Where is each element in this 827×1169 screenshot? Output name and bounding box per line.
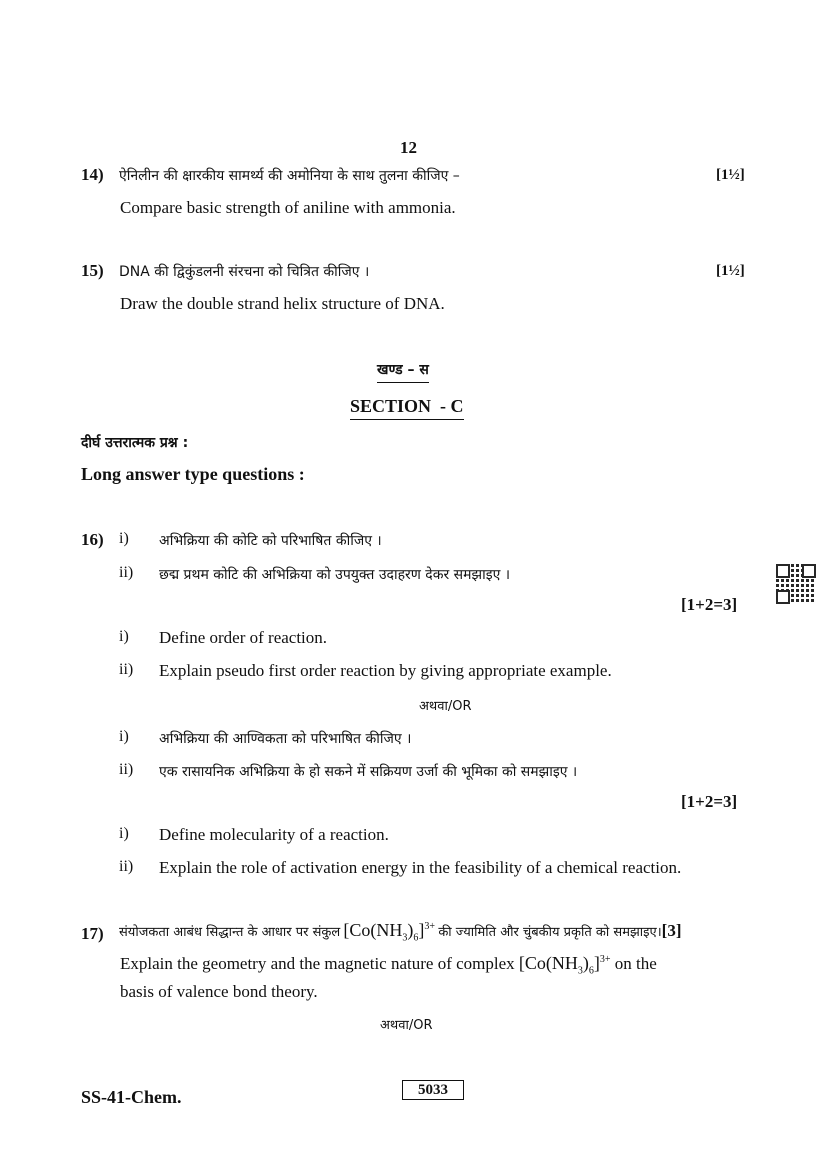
q15-english: Draw the double strand helix structure of DNA.: [120, 294, 445, 313]
q14-number: 14): [81, 165, 104, 184]
qr-code: [776, 564, 816, 604]
q16b-i-label-en: i): [119, 825, 129, 842]
q16a-ii-hindi: छद्म प्रथम कोटि की अभिक्रिया को उपयुक्त उदाहरण देकर समझाइए ।: [159, 567, 511, 583]
q16b-ii-hindi: एक रासायनिक अभिक्रिया के हो सकने में सक्रियण उर्जा की भूमिका को समझाइए ।: [159, 764, 578, 780]
q16a-i-label: i): [119, 530, 129, 547]
q17-hindi-line: [119, 920, 682, 944]
q17-complex-hindi: $[Co(NH_3)_6]^{3+}$: [343, 920, 436, 944]
q16-or: अथवा/OR: [419, 699, 472, 714]
q16-number: 16): [81, 530, 104, 549]
q17-number: 17): [81, 924, 104, 943]
q17-english-pre: Explain the geometry and the magnetic nature of complex: [120, 954, 515, 973]
q16b-ii-label-en: ii): [119, 858, 134, 875]
q16b-i-english: Define molecularity of a reaction.: [159, 825, 389, 844]
q15-marks: [1½]: [716, 263, 745, 279]
q16b-ii-label: ii): [119, 761, 134, 778]
page-number: 12: [400, 138, 417, 157]
q14-hindi: ऐनिलीन की क्षारकीय सामर्थ्य की अमोनिया के साथ तुलना कीजिए –: [119, 168, 460, 184]
paper-code-box: 5033: [402, 1080, 464, 1100]
q16b-i-label: i): [119, 728, 129, 745]
q16a-i-english: Define order of reaction.: [159, 628, 328, 647]
q16b-i-hindi: अभिक्रिया की आण्विकता को परिभाषित कीजिए ।: [159, 731, 412, 747]
q17-english-line2: basis of valence bond theory.: [120, 982, 318, 1001]
q17-hindi-pre: संयोजकता आबंध सिद्धान्त के आधार पर संकुल: [119, 925, 341, 940]
q14-english: Compare basic strength of aniline with ammonia.: [120, 198, 456, 217]
q17-hindi-post: की ज्यामिति और चुंबकीय प्रकृति को समझाइए।: [438, 925, 662, 940]
q15-hindi: DNA की द्विकुंडलनी संरचना को चित्रित कीजिए ।: [119, 264, 370, 280]
q17-complex-english: $[Co(NH_3)_6]^{3+}$: [518, 953, 611, 977]
q16a-ii-english: Explain pseudo first order reaction by giving appropriate example.: [159, 661, 612, 680]
q16a-i-hindi: अभिक्रिया की कोटि को परिभाषित कीजिए ।: [159, 533, 382, 549]
q16b-ii-english: Explain the role of activation energy in the feasibility of a chemical reaction.: [159, 858, 682, 877]
q17-marks: [3]: [661, 921, 682, 940]
q14-marks: [1½]: [716, 167, 745, 183]
section-title-english: SECTION - C: [350, 396, 464, 420]
q16a-ii-label: ii): [119, 564, 134, 581]
q17-or: अथवा/OR: [380, 1018, 433, 1033]
q16a-i-label-en: i): [119, 628, 129, 645]
q16b-marks: [1+2=3]: [681, 792, 738, 811]
question-type-english: Long answer type questions :: [81, 464, 305, 484]
q17-english-line1: [120, 953, 748, 977]
q15-number: 15): [81, 261, 104, 280]
q16a-marks: [1+2=3]: [681, 595, 738, 614]
question-type-hindi: दीर्घ उत्तरात्मक प्रश्न :: [81, 435, 189, 451]
q16a-ii-label-en: ii): [119, 661, 134, 678]
q17-english-post: on the: [614, 954, 657, 973]
section-title-hindi: खण्ड – स: [377, 360, 429, 383]
footer-code: SS-41-Chem.: [81, 1087, 182, 1107]
